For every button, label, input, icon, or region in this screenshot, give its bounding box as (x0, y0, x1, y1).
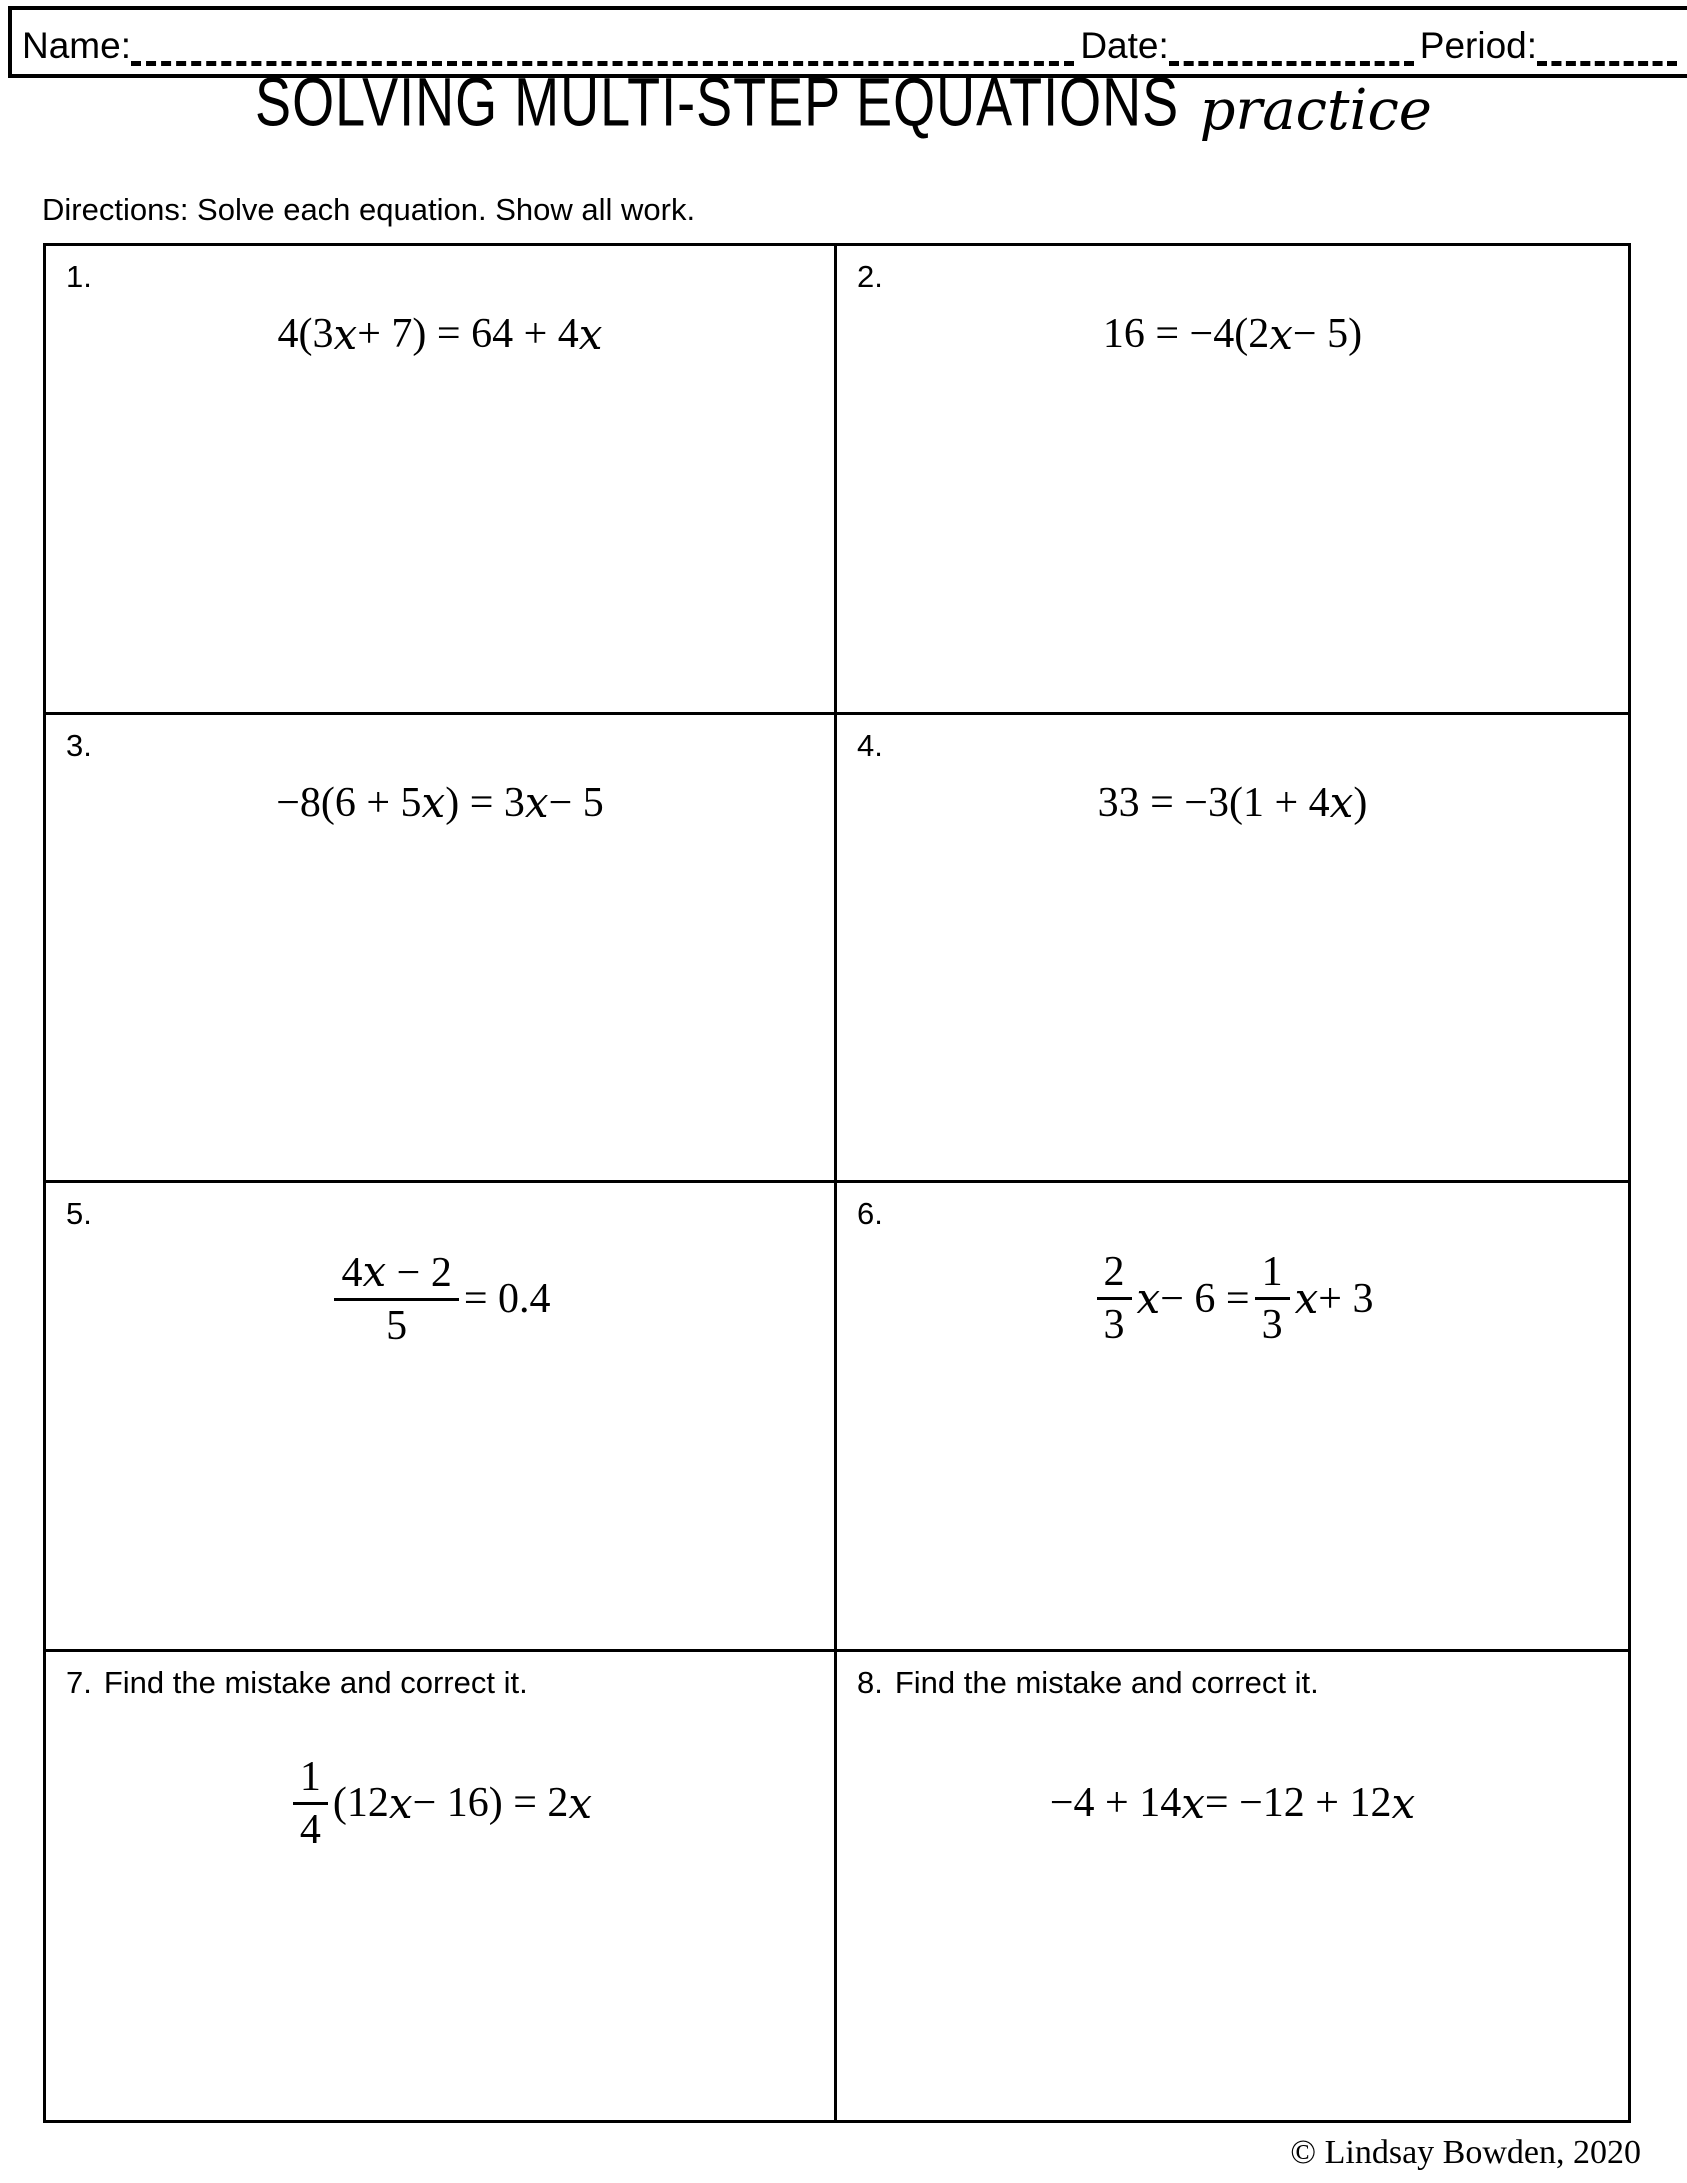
title-script-text: practice (1199, 78, 1432, 143)
problem-equation: −8(6 + 5 x ) = 3 x − 5 (276, 778, 604, 828)
problem-prompt: Find the mistake and correct it. (103, 1664, 528, 1700)
period-blank-line (1537, 31, 1677, 66)
problem-equation: 33 = −3(1 + 4 x ) (1097, 778, 1368, 828)
name-label: Name: (22, 25, 131, 66)
problem-number: 4. (857, 727, 883, 763)
problem-cell-7 (46, 1652, 837, 2121)
problem-cell-2 (837, 246, 1628, 715)
period-field (1420, 27, 1677, 66)
problem-number: 3. (66, 727, 92, 763)
page-title (0, 63, 1687, 143)
problem-cell-1 (46, 246, 837, 715)
problem-prompt: Find the mistake and correct it. (894, 1664, 1319, 1700)
problem-number: 8. (857, 1664, 883, 1700)
problems-grid (43, 243, 1631, 2123)
problem-number: 2. (857, 259, 883, 294)
problem-cell-3 (46, 715, 837, 1184)
period-label: Period: (1419, 25, 1537, 66)
problem-cell-5 (46, 1183, 837, 1652)
date-label: Date: (1080, 25, 1169, 66)
problem-number: 7. (66, 1664, 92, 1700)
problem-number: 5. (66, 1196, 92, 1231)
problem-equation: $\frac{1}{4}$ (12 x − 16) = 2 x (66, 1741, 814, 1866)
problem-equation: 4(3 x + 7) = 64 + 4 x (277, 309, 603, 359)
problem-cell-8 (837, 1652, 1628, 2121)
problem-number: 6. (857, 1196, 883, 1231)
date-blank-line (1169, 31, 1414, 66)
directions-text: Directions: Solve each equation. Show all work. (42, 192, 696, 227)
copyright-text: © Lindsay Bowden, 2020 (1290, 2134, 1641, 2171)
problem-equation: −4 + 14 x = −12 + 12 x (1049, 1778, 1416, 1828)
problem-equation: 16 = −4(2 x − 5) (1102, 309, 1363, 359)
problem-cell-4 (837, 715, 1628, 1184)
problem-cell-6 (837, 1183, 1628, 1652)
title-main-text: SOLVING MULTI-STEP EQUATIONS (255, 63, 1180, 141)
problem-equation: $\frac{4x - 2}{5}$ = 0.4 (66, 1236, 814, 1361)
name-blank-line (131, 31, 1074, 66)
date-field (1080, 27, 1419, 66)
problem-number: 1. (66, 259, 92, 294)
problem-equation: $\frac{2}{3}$ x − 6 = $\frac{1}{3}$ x + 3 (857, 1236, 1608, 1361)
name-field (22, 27, 1080, 66)
